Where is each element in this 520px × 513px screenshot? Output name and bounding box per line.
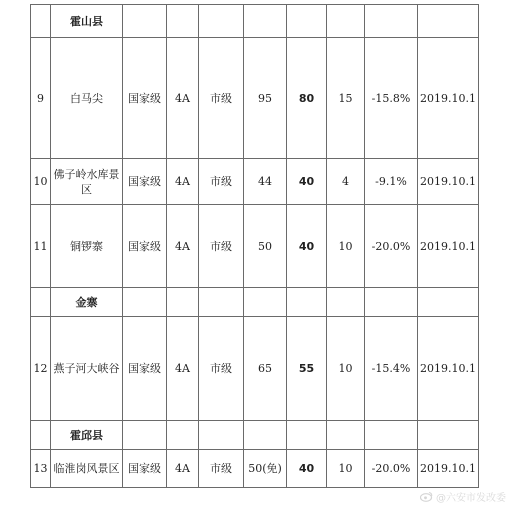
level: 国家级 bbox=[123, 205, 167, 288]
table-row bbox=[31, 317, 479, 421]
empty-cell bbox=[31, 5, 51, 38]
new-price: 40 bbox=[287, 450, 327, 488]
table-row bbox=[31, 205, 479, 288]
old-price: 50(免) bbox=[244, 450, 287, 488]
grade: 4A bbox=[167, 38, 199, 159]
empty-cell bbox=[31, 421, 51, 450]
old-price: 44 bbox=[244, 159, 287, 205]
effective-date: 2019.10.1 bbox=[418, 205, 479, 288]
level: 国家级 bbox=[123, 38, 167, 159]
grade: 4A bbox=[167, 317, 199, 421]
admin-level: 市级 bbox=[199, 317, 244, 421]
weibo-icon bbox=[420, 491, 433, 502]
old-price: 95 bbox=[244, 38, 287, 159]
table-row bbox=[31, 159, 479, 205]
scenic-name: 燕子河大峡谷 bbox=[51, 317, 123, 421]
scenic-name: 临淮岗风景区 bbox=[51, 450, 123, 488]
drop-percent: -9.1% bbox=[365, 159, 418, 205]
effective-date: 2019.10.1 bbox=[418, 450, 479, 488]
weibo-watermark bbox=[420, 489, 506, 504]
price-drop: 4 bbox=[327, 159, 365, 205]
admin-level: 市级 bbox=[199, 450, 244, 488]
admin-level: 市级 bbox=[199, 159, 244, 205]
county-row bbox=[31, 288, 479, 317]
price-drop: 10 bbox=[327, 450, 365, 488]
price-drop: 15 bbox=[327, 38, 365, 159]
drop-percent: -20.0% bbox=[365, 450, 418, 488]
scenic-name: 佛子岭水库景区 bbox=[51, 159, 123, 205]
county-label: 金寨 bbox=[51, 288, 123, 317]
old-price: 50 bbox=[244, 205, 287, 288]
effective-date: 2019.10.1 bbox=[418, 38, 479, 159]
new-price: 40 bbox=[287, 159, 327, 205]
new-price: 55 bbox=[287, 317, 327, 421]
row-number: 13 bbox=[31, 450, 51, 488]
row-number: 10 bbox=[31, 159, 51, 205]
price-drop: 10 bbox=[327, 205, 365, 288]
price-drop: 10 bbox=[327, 317, 365, 421]
drop-percent: -15.8% bbox=[365, 38, 418, 159]
level: 国家级 bbox=[123, 450, 167, 488]
county-label: 霍山县 bbox=[51, 5, 123, 38]
watermark-text: @六安市发改委 bbox=[436, 493, 506, 504]
drop-percent: -15.4% bbox=[365, 317, 418, 421]
old-price: 65 bbox=[244, 317, 287, 421]
row-number: 9 bbox=[31, 38, 51, 159]
admin-level: 市级 bbox=[199, 205, 244, 288]
scenic-price-table bbox=[30, 4, 479, 488]
grade: 4A bbox=[167, 159, 199, 205]
table-row bbox=[31, 450, 479, 488]
county-row bbox=[31, 5, 479, 38]
row-number: 11 bbox=[31, 205, 51, 288]
scenic-name: 铜锣寨 bbox=[51, 205, 123, 288]
scenic-name: 白马尖 bbox=[51, 38, 123, 159]
row-number: 12 bbox=[31, 317, 51, 421]
empty-cell bbox=[31, 288, 51, 317]
level: 国家级 bbox=[123, 317, 167, 421]
drop-percent: -20.0% bbox=[365, 205, 418, 288]
admin-level: 市级 bbox=[199, 38, 244, 159]
grade: 4A bbox=[167, 205, 199, 288]
county-row bbox=[31, 421, 479, 450]
effective-date: 2019.10.1 bbox=[418, 317, 479, 421]
new-price: 40 bbox=[287, 205, 327, 288]
new-price: 80 bbox=[287, 38, 327, 159]
effective-date: 2019.10.1 bbox=[418, 159, 479, 205]
level: 国家级 bbox=[123, 159, 167, 205]
county-label: 霍邱县 bbox=[51, 421, 123, 450]
table-row bbox=[31, 38, 479, 159]
grade: 4A bbox=[167, 450, 199, 488]
